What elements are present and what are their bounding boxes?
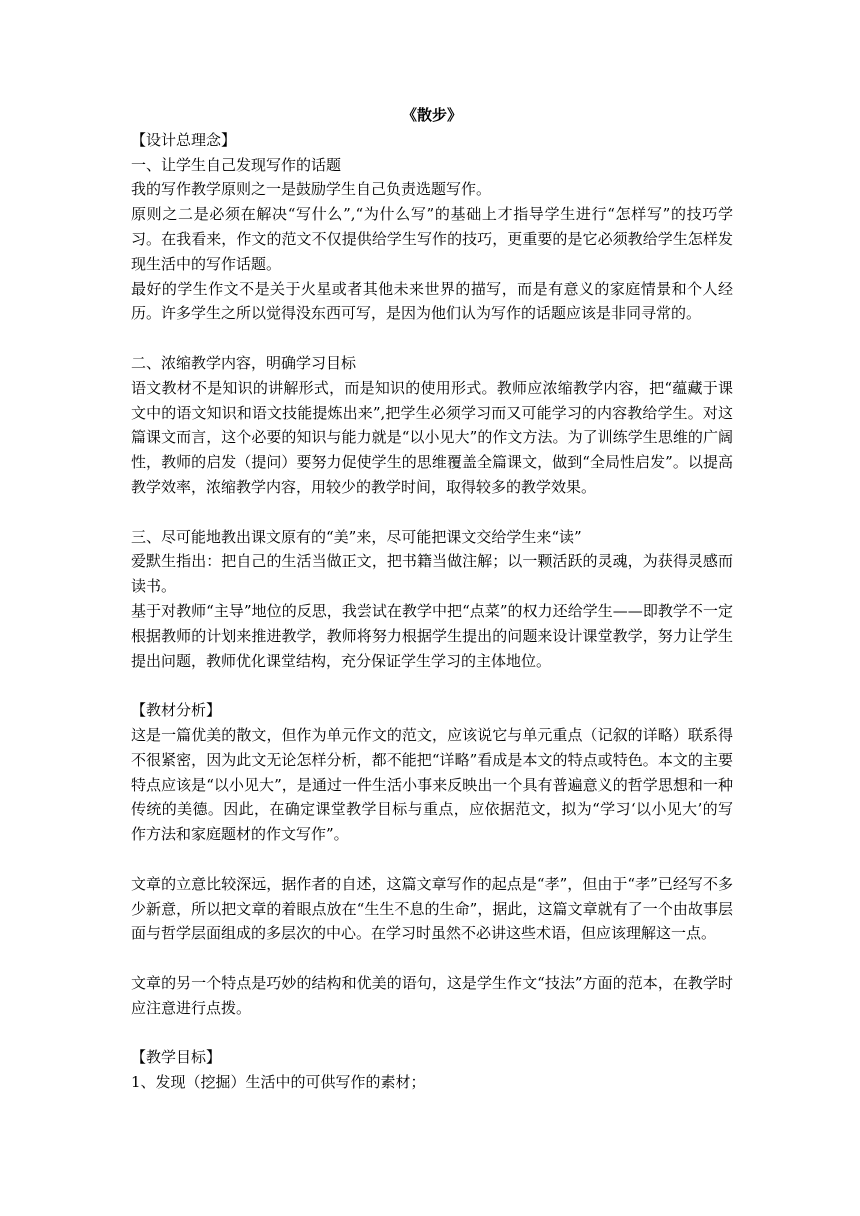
section-3-paragraph-2: 基于对教师“主导”地位的反思，我尝试在教学中把“点菜”的权力还给学生——即教学不一定根据教师的计划来推进教学，教师将努力根据学生提出的问题来设计课堂教学，努力让学生提出问题，教师优化课堂结构，充分保证学生学习的主体地位。 [131, 601, 733, 670]
analysis-paragraph-3: 文章的另一个特点是巧妙的结构和优美的语句，这是学生作文“技法”方面的范本，在教学时应注意进行点拨。 [131, 973, 733, 1017]
section-1-paragraph-3: 最好的学生作文不是关于火星或者其他未来世界的描写，而是有意义的家庭情景和个人经历。许多学生之所以觉得没东西可写，是因为他们认为写作的话题应该是非同寻常的。 [131, 279, 733, 323]
textbook-analysis-header: 【教材分析】 [131, 701, 222, 720]
teaching-goals-header: 【教学目标】 [131, 1048, 222, 1067]
section-2-heading: 二、浓缩教学内容，明确学习目标 [131, 353, 357, 372]
section-1-heading: 一、让学生自己发现写作的话题 [131, 155, 342, 174]
analysis-paragraph-1: 这是一篇优美的散文，但作为单元作文的范文，应该说它与单元重点（记叙的详略）联系得不很紧密，因为此文无论怎样分析，都不能把“详略”看成是本文的特点或特色。本文的主要特点应该是“以小见大”，是通过一件生活小事来反映出一个具有普遍意义的哲学思想和一种传统的美德。因此，在确定课堂教学目标与重点，应依据范文，拟为“学习‘以小见大’的写作方法和家庭题材的作文写作”。 [131, 725, 733, 844]
blank-line [131, 326, 733, 351]
section-1-paragraph-2: 原则之二是必须在解决“写什么”,“为什么写”的基础上才指导学生进行“怎样写”的技巧学习。在我看来，作文的范文不仅提供给学生写作的技巧，更重要的是它必须教给学生怎样发现生活中的写作话题。 [131, 205, 733, 273]
section-1-paragraph-1: 我的写作教学原则之一是鼓励学生自己负责选题写作。 [131, 180, 492, 199]
blank-line [131, 500, 733, 525]
analysis-paragraph-2: 文章的立意比较深远，据作者的自述，这篇文章写作的起点是“孝”，但由于“孝”已经写不多少新意，所以把文章的着眼点放在“生生不息的生命”，据此，这篇文章就有了一个由故事层面与哲学层面组成的多层次的中心。在学习时虽然不必讲这些术语，但应该理解这一点。 [131, 874, 733, 943]
blank-line [131, 1020, 733, 1045]
section-3-paragraph-1: 爱默生指出：把自己的生活当做正文，把书籍当做注解；以一颗活跃的灵魂，为获得灵感而读书。 [131, 552, 733, 596]
blank-line [131, 673, 733, 698]
goal-item-1: 1、发现（挖掘）生活中的可供写作的素材； [131, 1073, 426, 1092]
blank-line [131, 946, 733, 971]
blank-line [131, 847, 733, 872]
document-page [131, 103, 733, 1095]
section-3-heading: 三、尽可能地教出课文原有的“美”来，尽可能把课文交给学生来“读” [131, 527, 582, 546]
design-concept-header: 【设计总理念】 [131, 130, 237, 149]
document-title: 《散步》 [401, 106, 462, 124]
section-2-paragraph-1: 语文教材不是知识的讲解形式，而是知识的使用形式。教师应浓缩教学内容，把“蕴藏于课文中的语文知识和语文技能提炼出来”,把学生必须学习而又可能学习的内容教给学生。对这篇课文而言，这个必要的知识与能力就是“以小见大”的作文方法。为了训练学生思维的广阔性，教师的启发（提问）要努力促使学生的思维覆盖全篇课文，做到“全局性启发”。以提高教学效率，浓缩教学内容，用较少的教学时间，取得较多的教学效果。 [131, 378, 733, 496]
